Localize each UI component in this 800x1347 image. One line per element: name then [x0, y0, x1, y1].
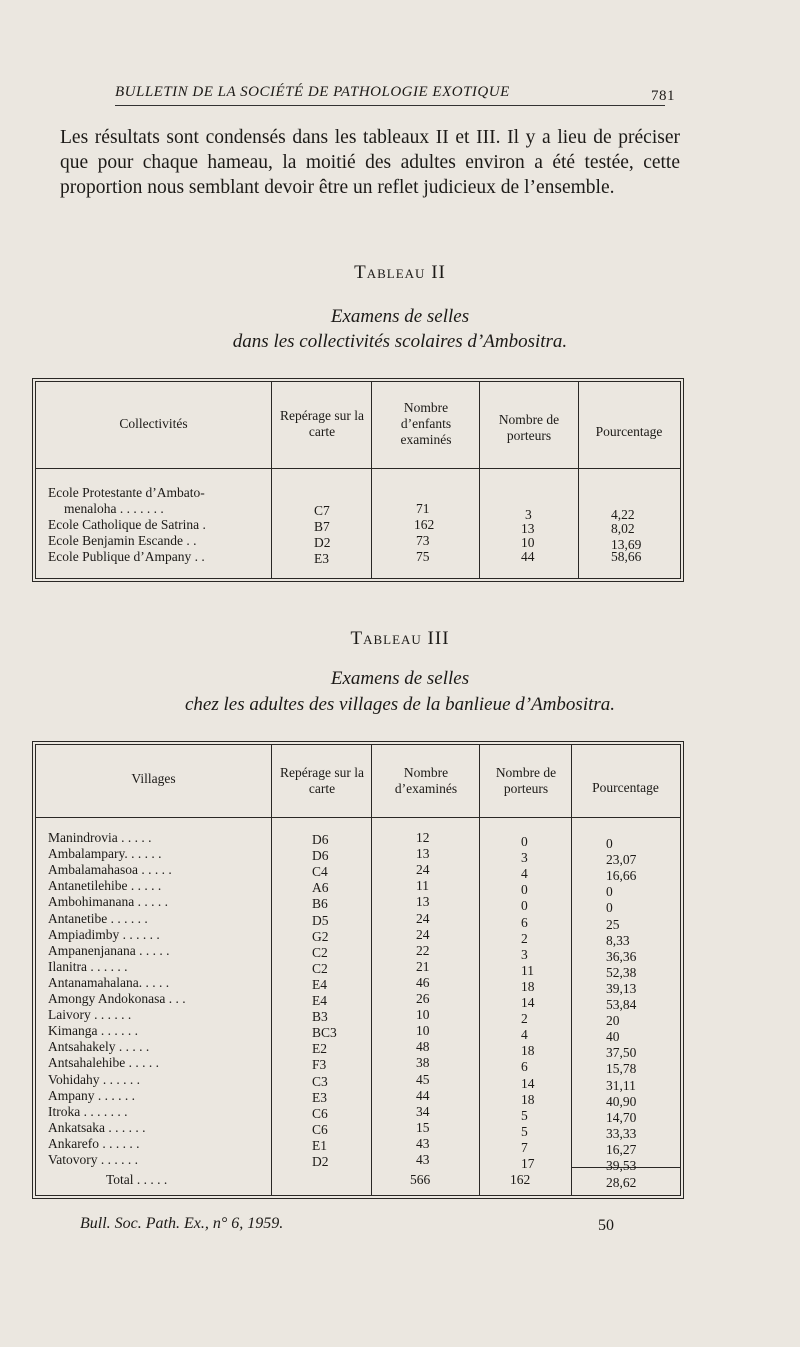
- row-pct: 16,66: [606, 868, 637, 884]
- row-ref: C6: [312, 1121, 328, 1137]
- row-ref: D6: [312, 832, 329, 847]
- row-examined: 71: [416, 501, 430, 516]
- row-carriers: 0: [521, 882, 528, 898]
- row-ref: C4: [312, 864, 328, 880]
- table-row: [36, 926, 680, 948]
- row-ref: C2: [312, 944, 328, 960]
- row-name: Ecole Publique d’Ampany . .: [48, 549, 205, 564]
- row-name: Ecole Benjamin Escande . .: [48, 533, 197, 548]
- row-carriers: 4: [521, 866, 528, 882]
- row-name: Antsahalehibe . . . . .: [48, 1055, 159, 1071]
- row-ref: BC3: [312, 1025, 337, 1041]
- table-row: [36, 1152, 680, 1173]
- row-carriers: 10: [521, 535, 535, 550]
- sheet-number: 50: [598, 1217, 614, 1234]
- table3: [35, 744, 681, 1196]
- row-pct: 53,84: [606, 997, 637, 1012]
- table2-caption-line1: Examens de selles: [330, 306, 470, 327]
- row-examined: 13: [416, 894, 430, 910]
- table-row: [36, 846, 680, 868]
- table-row: [36, 1007, 680, 1029]
- row-examined: 21: [416, 958, 430, 974]
- row-carriers: 18: [521, 1043, 535, 1059]
- table3-header-reperage: Repérage sur la carte: [280, 765, 364, 796]
- table-row: [36, 1103, 680, 1125]
- row-pct: 8,33: [606, 932, 630, 948]
- row-carriers: 5: [521, 1123, 528, 1139]
- table-row: [36, 550, 680, 564]
- row-examined: 24: [416, 910, 430, 926]
- row-examined: 73: [416, 533, 430, 548]
- table2-header-rule: [36, 468, 680, 469]
- row-pct: 31,11: [606, 1077, 636, 1093]
- row-name: Vohidahy . . . . . .: [48, 1071, 141, 1087]
- row-ref: D2: [314, 535, 331, 550]
- row-carriers: 3: [525, 507, 532, 522]
- table3-total-row: [36, 1172, 680, 1190]
- table-row: [36, 974, 680, 996]
- row-pct: 23,07: [606, 852, 637, 868]
- row-carriers: 18: [521, 978, 535, 994]
- row-examined: 24: [416, 862, 430, 878]
- row-ref: F3: [312, 1057, 327, 1073]
- row-pct: 37,50: [606, 1045, 637, 1061]
- row-name: Antsahakely . . . . .: [48, 1039, 150, 1055]
- table-row: [36, 894, 680, 916]
- row-pct: 13,69: [611, 537, 642, 552]
- row-name: Kimanga . . . . . .: [48, 1023, 138, 1039]
- row-pct: 20: [606, 1013, 620, 1029]
- row-ref: G2: [312, 928, 329, 944]
- total-examined: 566: [410, 1172, 431, 1187]
- table2-header-pourcentage: Pourcentage: [595, 424, 663, 439]
- row-name: Ilanitra . . . . . .: [48, 958, 128, 974]
- row-pct: 15,78: [606, 1061, 637, 1077]
- table3-label: Tableau III: [350, 628, 450, 649]
- intro-paragraph: [60, 125, 680, 200]
- row-ref: A6: [312, 880, 329, 896]
- row-ref: B3: [312, 1009, 328, 1025]
- table-row: [36, 862, 680, 884]
- table2-col-divider: [479, 382, 480, 578]
- running-title: BULLETIN DE LA SOCIÉTÉ DE PATHOLOGIE EXOTIQUE: [115, 84, 510, 100]
- row-pct: 40,90: [606, 1093, 637, 1109]
- row-examined: 12: [416, 830, 430, 845]
- row-name: Ampanenjanana . . . . .: [48, 942, 170, 958]
- header-rule: [115, 105, 665, 106]
- row-examined: 15: [416, 1119, 430, 1135]
- table-row: [36, 958, 680, 980]
- row-pct: 8,02: [611, 521, 635, 536]
- row-name: Ampiadimby . . . . . .: [48, 926, 160, 942]
- row-ref: C3: [312, 1073, 328, 1089]
- row-examined: 162: [414, 517, 435, 532]
- table2-col-divider: [578, 382, 579, 578]
- row-carriers: 6: [521, 1059, 528, 1075]
- row-ref: D2: [312, 1154, 329, 1169]
- row-carriers: 7: [521, 1139, 528, 1155]
- table-row: [36, 1119, 680, 1141]
- row-ref: E4: [312, 993, 327, 1008]
- row-name: Laivory . . . . . .: [48, 1007, 132, 1023]
- table2-col-divider: [371, 382, 372, 578]
- intro-text: Les résultats sont condensés dans les tableaux II et III. Il y a lieu de préciser que pour chaque hameau, la moitié des adultes environ a été testée, cette proportion nous semblant devoir être un reflet judicieux de l’ensemble.: [60, 127, 680, 198]
- table-row: [36, 942, 680, 964]
- row-examined: 24: [416, 926, 430, 942]
- row-name-continued: menaloha . . . . . . .: [64, 501, 164, 516]
- table-row: [36, 1039, 680, 1061]
- row-carriers: 44: [521, 549, 535, 564]
- row-ref: C7: [314, 503, 330, 518]
- table2-col-divider: [271, 382, 272, 578]
- citation-rest: n° 6, 1959.: [212, 1215, 284, 1232]
- table2-header-porteurs: Nombre de porteurs: [498, 412, 560, 443]
- row-name: Itroka . . . . . . .: [48, 1103, 128, 1119]
- table-row: [36, 486, 680, 500]
- row-carriers: 11: [521, 962, 534, 978]
- row-pct: 52,38: [606, 964, 637, 980]
- row-ref: B6: [312, 896, 328, 912]
- table-row: [36, 1023, 680, 1045]
- row-carriers: 5: [521, 1107, 528, 1123]
- row-examined: 11: [416, 878, 429, 894]
- row-ref: B7: [314, 519, 330, 534]
- table2-label: Tableau II: [354, 262, 446, 283]
- table-row: [36, 910, 680, 932]
- table2-header-collectivites: Collectivités: [119, 416, 188, 431]
- row-ref: E3: [314, 551, 329, 566]
- row-name: Antanamahalana. . . . .: [48, 974, 170, 990]
- row-pct: 36,36: [606, 948, 637, 964]
- row-name: Ankatsaka . . . . . .: [48, 1119, 146, 1135]
- row-examined: 26: [416, 991, 430, 1006]
- table-row: [36, 1087, 680, 1109]
- table-row: [36, 878, 680, 900]
- row-examined: 48: [416, 1039, 430, 1055]
- row-examined: 22: [416, 942, 430, 958]
- row-carriers: 4: [521, 1027, 528, 1043]
- row-name: Antanetilehibe . . . . .: [48, 878, 162, 894]
- row-pct: 39,13: [606, 980, 637, 996]
- table3-caption-line2: chez les adultes des villages de la banlieue d’Ambositra.: [184, 694, 616, 715]
- row-carriers: 3: [521, 946, 528, 962]
- row-name: Ambalamahasoa . . . . .: [48, 862, 172, 878]
- table2-header-enfants: Nombre d’enfants examinés: [400, 400, 452, 447]
- row-pct: 0: [606, 900, 613, 916]
- table3-header-porteurs: Nombre de porteurs: [495, 765, 557, 796]
- row-carriers: 2: [521, 930, 528, 946]
- table3-caption-line1: Examens de selles: [330, 668, 470, 689]
- row-ref: D5: [312, 912, 329, 928]
- row-carriers: 2: [521, 1011, 528, 1027]
- row-examined: 44: [416, 1087, 430, 1103]
- row-examined: 46: [416, 974, 430, 990]
- row-pct: 25: [606, 916, 620, 932]
- row-carriers: 3: [521, 850, 528, 866]
- row-pct: 14,70: [606, 1109, 637, 1125]
- row-ref: C2: [312, 960, 328, 976]
- row-name: Ecole Protestante d’Ambato-: [48, 485, 205, 500]
- table-row: [36, 991, 680, 1012]
- row-carriers: 17: [521, 1156, 535, 1171]
- row-pct: 0: [606, 836, 613, 851]
- row-examined: 38: [416, 1055, 430, 1071]
- table-row: [36, 501, 680, 522]
- table-row: [36, 830, 680, 851]
- row-name: Ampany . . . . . .: [48, 1087, 135, 1103]
- row-name: Ambohimanana . . . . .: [48, 894, 168, 910]
- row-carriers: 6: [521, 914, 528, 930]
- row-carriers: 14: [521, 995, 535, 1010]
- row-pct: 4,22: [611, 507, 635, 522]
- row-examined: 10: [416, 1023, 430, 1039]
- row-carriers: 13: [521, 521, 535, 536]
- table2-header-reperage: Repérage sur la carte: [280, 408, 364, 439]
- citation-journal: Bull. Soc. Path. Ex.,: [80, 1215, 209, 1232]
- table2-caption-line2: dans les collectivités scolaires d’Ambositra.: [232, 331, 568, 352]
- row-ref: E2: [312, 1041, 327, 1057]
- table2: [35, 381, 681, 579]
- row-carriers: 14: [521, 1075, 535, 1091]
- row-name: Manindrovia . . . . .: [48, 830, 152, 845]
- row-name: Antanetibe . . . . . .: [48, 910, 148, 926]
- row-pct: 33,33: [606, 1125, 637, 1141]
- row-name: Amongy Andokonasa . . .: [48, 991, 186, 1006]
- citation: [80, 1215, 283, 1233]
- row-carriers: 0: [521, 898, 528, 914]
- row-ref: D6: [312, 848, 329, 864]
- page-number: 781: [651, 88, 675, 104]
- row-ref: C6: [312, 1105, 328, 1121]
- row-pct: 40: [606, 1029, 620, 1045]
- table-row: [36, 517, 680, 536]
- total-pct: 28,62: [606, 1175, 637, 1190]
- table-row: [36, 533, 680, 552]
- row-name: Ambalampary. . . . . .: [48, 846, 162, 862]
- row-examined: 34: [416, 1103, 430, 1119]
- row-examined: 43: [416, 1152, 430, 1167]
- table3-header-rule: [36, 817, 680, 818]
- row-examined: 75: [416, 549, 430, 564]
- row-name: Vatovory . . . . . .: [48, 1152, 138, 1167]
- table-row: [36, 1071, 680, 1093]
- row-pct: 58,66: [611, 549, 642, 564]
- total-label: Total . . . . .: [106, 1172, 168, 1187]
- row-carriers: 18: [521, 1091, 535, 1107]
- row-examined: 45: [416, 1071, 430, 1087]
- table-row: [36, 1055, 680, 1077]
- row-examined: 43: [416, 1135, 430, 1151]
- row-ref: E3: [312, 1089, 327, 1105]
- table3-header-pourcentage: Pourcentage: [592, 780, 659, 795]
- table3-header-examines: Nombre d’examinés: [394, 765, 458, 796]
- row-name: Ecole Catholique de Satrina .: [48, 517, 206, 532]
- row-pct: 39,53: [606, 1158, 637, 1173]
- row-carriers: 0: [521, 834, 528, 849]
- row-examined: 13: [416, 846, 430, 862]
- row-name: Ankarefo . . . . . .: [48, 1135, 140, 1151]
- total-carriers: 162: [510, 1172, 531, 1187]
- row-pct: 16,27: [606, 1141, 637, 1157]
- table-row: [36, 1135, 680, 1157]
- row-pct: 0: [606, 884, 613, 900]
- row-ref: E1: [312, 1137, 327, 1153]
- row-ref: E4: [312, 976, 327, 992]
- table3-header-villages: Villages: [131, 771, 176, 786]
- row-examined: 10: [416, 1007, 430, 1023]
